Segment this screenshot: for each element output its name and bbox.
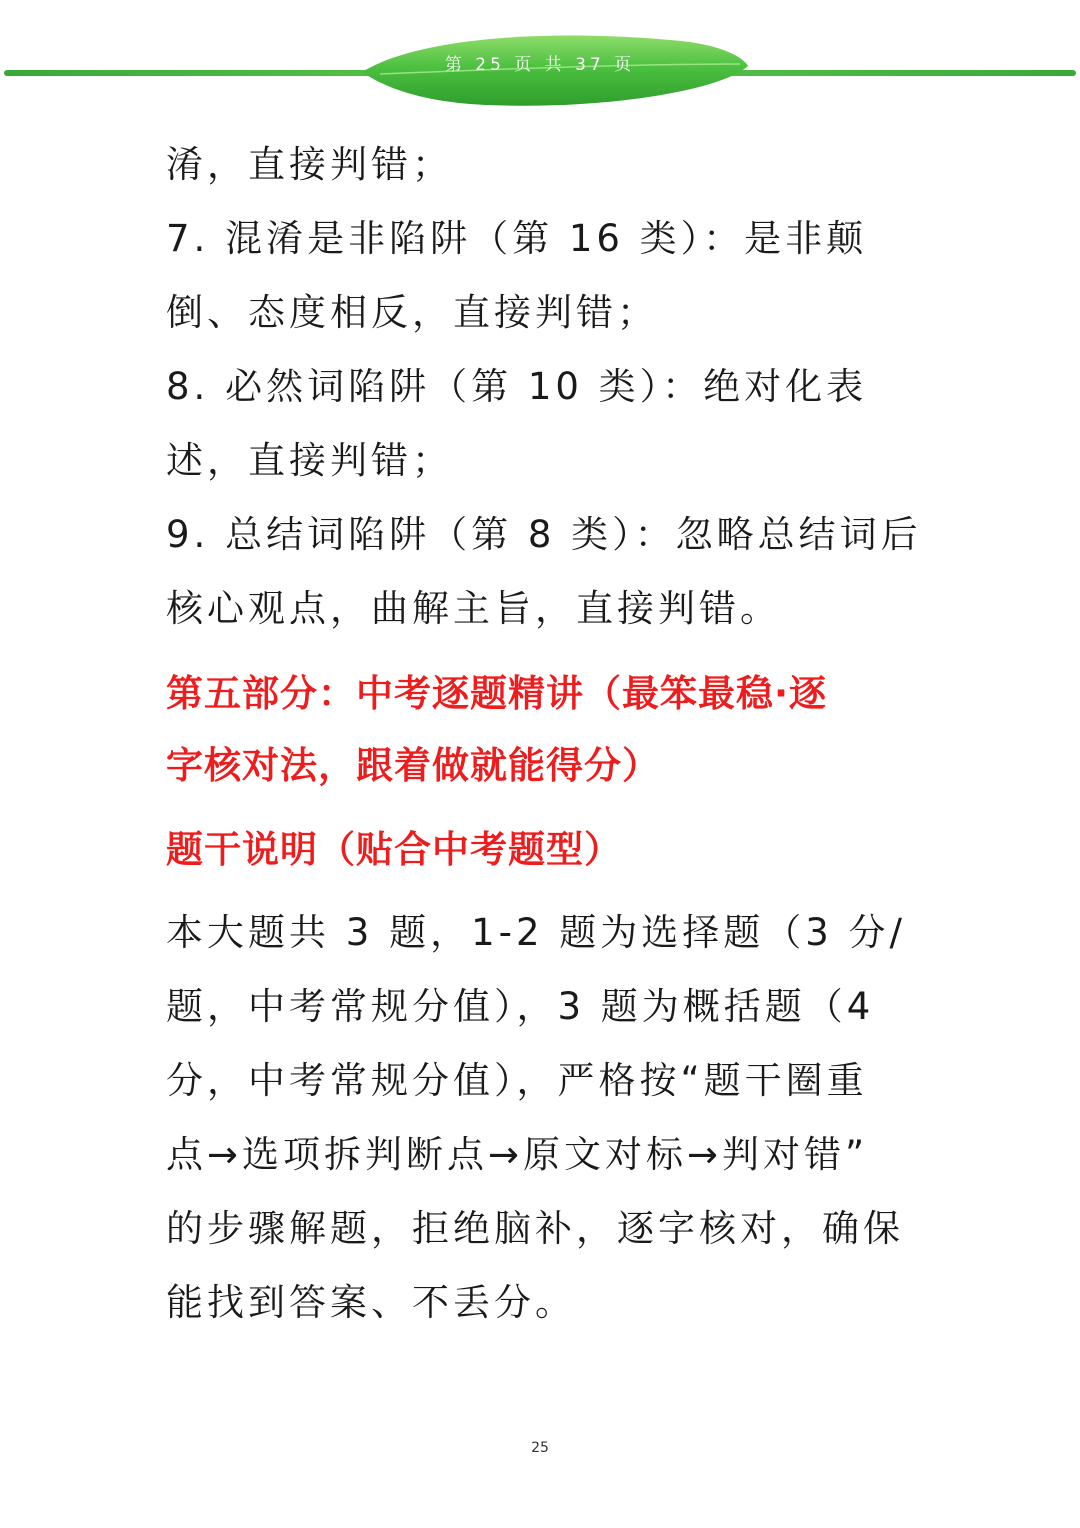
- text-line: 倒、态度相反，直接判错；: [166, 291, 658, 334]
- section-heading-line: 第五部分：中考逐题精讲（最笨最稳·逐: [166, 672, 828, 715]
- text-line: 9. 总结词陷阱（第 8 类）：忽略总结词后: [166, 513, 922, 556]
- text-line: 核心观点，曲解主旨，直接判错。: [166, 587, 781, 630]
- text-line: 7. 混淆是非陷阱（第 16 类）：是非颠: [166, 217, 868, 260]
- page-number: 25: [531, 1440, 549, 1456]
- header-page-label: 第 25 页 共 37 页: [444, 55, 636, 75]
- subsection-heading: 题干说明（贴合中考题型）: [166, 828, 622, 871]
- text-line: 淆，直接判错；: [166, 143, 453, 186]
- text-line: 述，直接判错；: [166, 439, 453, 482]
- page-header: [0, 0, 1080, 120]
- document-body: [166, 128, 922, 1340]
- text-line: 的步骤解题，拒绝脑补，逐字核对，确保: [166, 1207, 904, 1250]
- section-heading-line: 字核对法，跟着做就能得分）: [166, 744, 660, 787]
- text-line: 本大题共 3 题，1-2 题为选择题（3 分/: [166, 911, 907, 954]
- text-line: 点→选项拆判断点→原文对标→判对错”: [166, 1133, 869, 1176]
- text-line: 题，中考常规分值），3 题为概括题（4: [166, 985, 875, 1028]
- text-line: 8. 必然词陷阱（第 10 类）：绝对化表: [166, 365, 868, 408]
- text-line: 能找到答案、不丢分。: [166, 1281, 576, 1324]
- text-line: 分，中考常规分值），严格按“题干圈重: [166, 1059, 868, 1102]
